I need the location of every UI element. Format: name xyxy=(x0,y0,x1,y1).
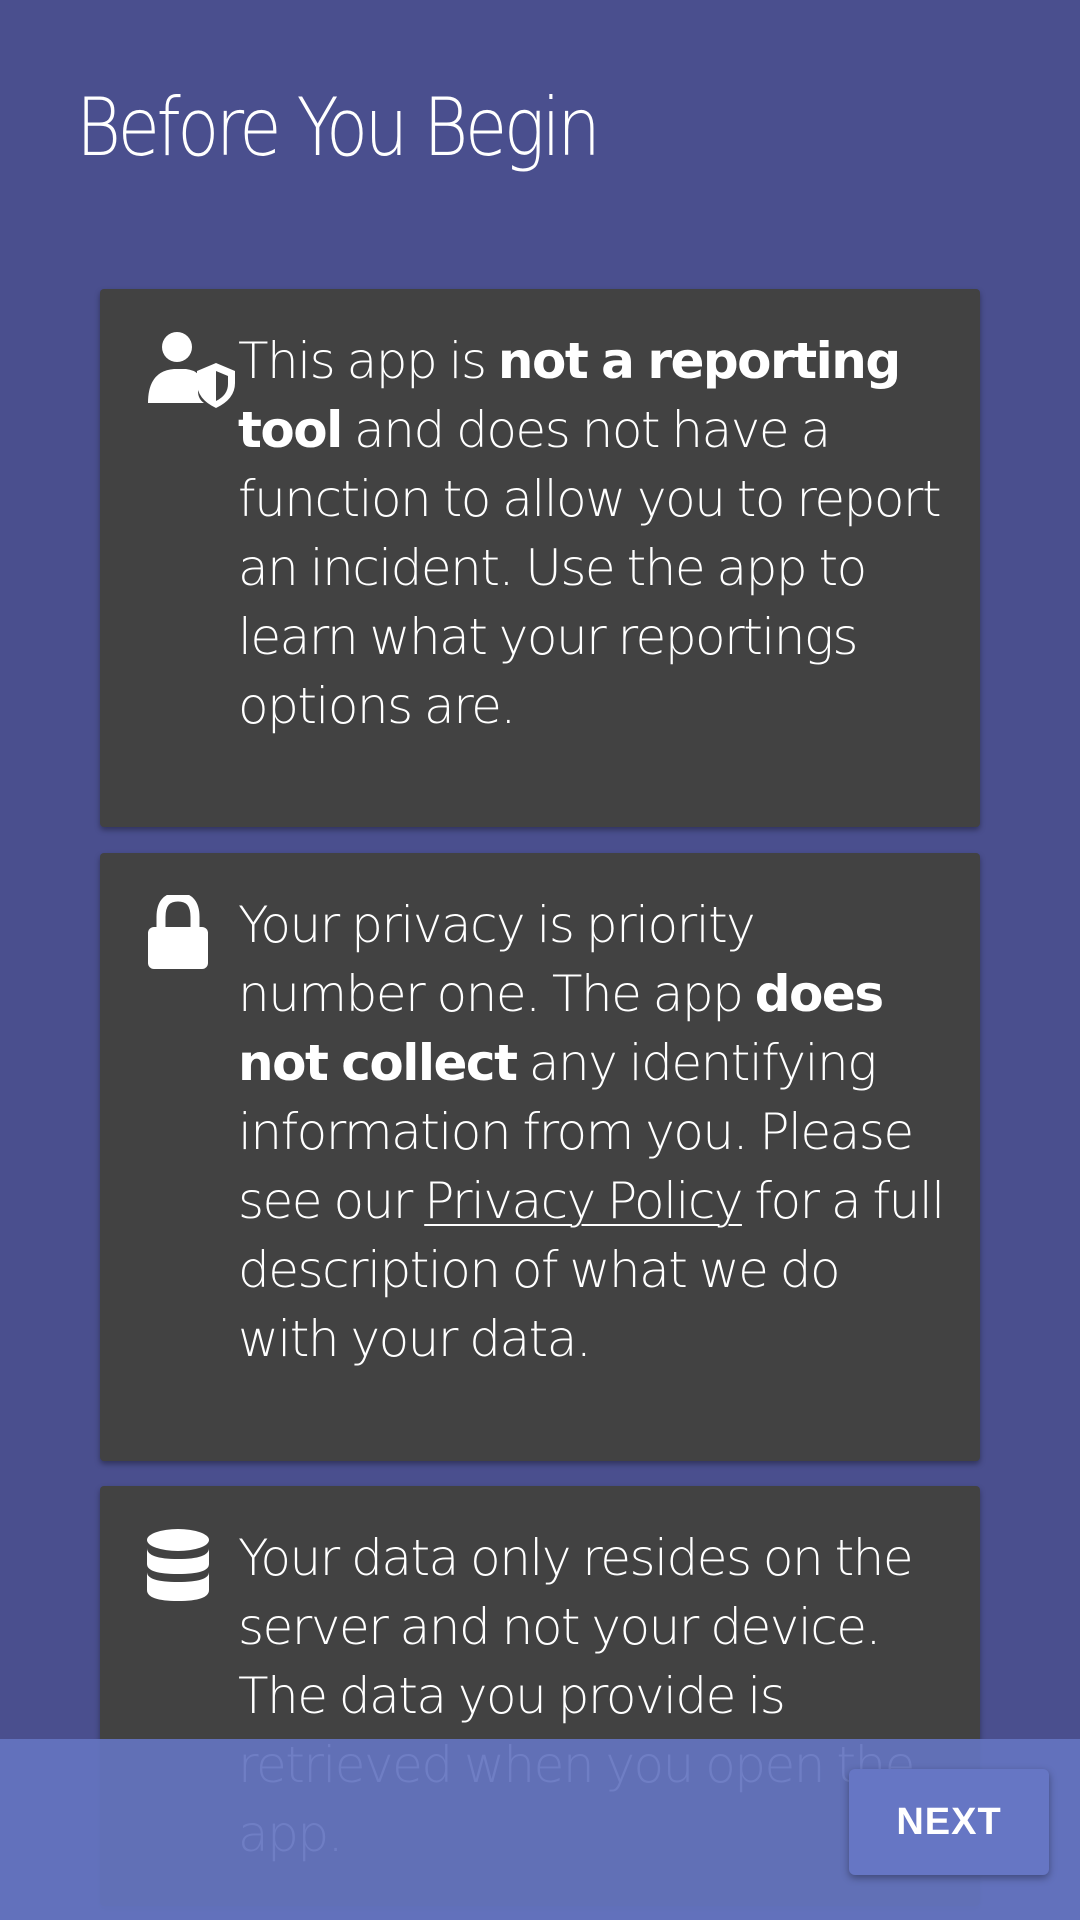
privacy-policy-link[interactable]: Privacy Policy xyxy=(424,1172,742,1230)
info-card-privacy xyxy=(100,853,980,1461)
card-text: This app is not a reporting tool and does not have a function to allow you to report an incident. Use the app to learn what your reportings options are. xyxy=(238,332,941,735)
user-shield-icon xyxy=(146,331,236,411)
page-title: Before You Begin xyxy=(76,81,598,174)
lock-icon xyxy=(146,895,236,975)
card-text: Your privacy is priority number one. The app does not collect any identifying information from you. Please see our Privacy Policy for a full description of what we do with your data. xyxy=(238,896,944,1368)
emphasis-text: not a reporting tool xyxy=(238,332,900,459)
emphasis-text: does not collect xyxy=(238,965,883,1092)
info-card-not-reporting-tool xyxy=(100,289,980,827)
database-icon xyxy=(146,1528,236,1608)
card-text: Your data only resides on the server and not your device. The data you provide is xyxy=(238,1529,913,1725)
next-button[interactable]: NEXT xyxy=(849,1769,1049,1875)
